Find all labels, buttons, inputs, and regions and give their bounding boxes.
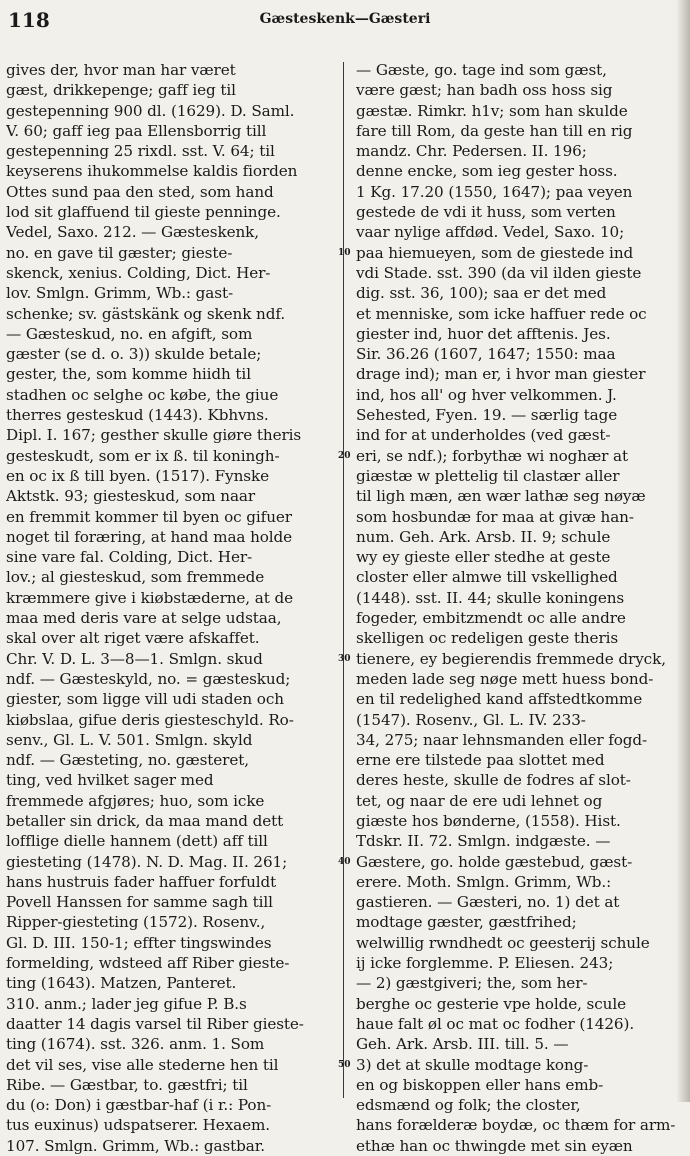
left-column-line: sine vare fal. Colding, Dict. Her- [6,548,253,567]
right-column-line: haue falt øl oc mat oc fodher (1426). [356,1014,635,1033]
left-column-line: ndf. — Gæsteting, no. gæsteret, [6,751,249,770]
right-column-line: skelligen oc redeligen geste theris [356,629,619,648]
right-column-line: denne encke, som ieg gester hoss. [356,162,618,181]
right-column-line: fogeder, embitzmendt oc alle andre [356,609,626,628]
right-column-line: modtage gæster, gæstfrihed; [356,913,577,932]
line-number: 40 [338,856,351,867]
page-edge-shadow [676,0,690,1102]
right-column-line: som hosbundæ for maa at givæ han- [356,507,634,526]
right-column-line: meden lade seg nøge mett huess bond- [356,669,654,688]
left-column-line: gives der, hvor man har været [6,61,236,79]
left-column-line: Ripper-giesteting (1572). Rosenv., [6,913,266,932]
right-column-line: giæste hos bønderne, (1558). Hist. [356,811,621,830]
right-column-line: giester ind, huor det afftenis. Jes. [356,324,611,343]
left-column-line: lov.; al giesteskud, som fremmede [6,568,265,587]
left-column-line: noget til foræring, at hand maa holde [6,527,293,546]
left-column-line: V. 60; gaff ieg paa Ellensborrig till [6,121,267,140]
left-column-line: Dipl. I. 167; gesther skulle giøre theris [6,426,302,445]
left-column-line: lofflige dielle hannem (dett) aff till [6,832,268,851]
right-column-line: drage ind); man er, i hvor man giester [356,365,646,384]
right-column-line: være gæst; han badh oss hoss sig [356,81,613,100]
left-column-line: gester, the, som komme hiidh til [6,365,251,384]
right-column-line: welwillig rwndhedt oc geesterij schule [356,933,650,952]
left-column-line: stadhen oc selghe oc købe, the giue [6,385,279,404]
left-column-line: — Gæsteskud, no. en afgift, som [6,324,253,343]
right-column-line: tet, og naar de ere udi lehnet og [356,791,603,810]
right-column-line: (1547). Rosenv., Gl. L. IV. 233- [356,710,586,729]
left-column-line: en oc ix ß till byen. (1517). Fynske [6,466,269,485]
right-column-line: Geh. Ark. Arsb. III. till. 5. — [356,1035,569,1054]
right-column-line: Tdskr. II. 72. Smlgn. indgæste. — [356,832,611,851]
left-column-line: gestepenning 900 dl. (1629). D. Saml. [6,101,295,120]
left-column-line: ting (1674). sst. 326. anm. 1. Som [6,1035,265,1054]
line-number: 10 [338,247,351,258]
right-column-line: 1 Kg. 17.20 (1550, 1647); paa veyen [356,182,633,201]
left-column-line: fremmede afgjøres; huo, som icke [6,791,265,810]
right-column-line: 34, 275; naar lehnsmanden eller fogd- [356,730,648,749]
right-column-line: mandz. Chr. Pedersen. II. 196; [356,142,587,161]
left-column-line: ting, ved hvilket sager med [6,771,214,790]
running-title: Gæsteskenk—Gæsteri [259,11,431,27]
left-column-line: tus euxinus) udspatserer. Hexaem. [6,1116,271,1135]
right-column-line: num. Geh. Ark. Arsb. II. 9; schule [356,527,611,546]
left-column-line: hans hustruis fader haffuer forfuldt [6,872,277,891]
left-column-line: ndf. — Gæsteskyld, no. = gæsteskud; [6,669,291,688]
right-column-line: erere. Moth. Smlgn. Grimm, Wb.: [356,872,612,891]
left-column-line: maa med deris vare at selge udstaa, [6,609,282,628]
left-column-line: Ottes sund paa den sted, som hand [6,182,274,201]
right-column-line: giæstæ w plettelig til clastær aller [356,466,620,485]
page-number: 118 [8,8,50,32]
right-column-line: gestede de vdi it huss, som verten [356,203,616,222]
left-column-line: schenke; sv. gästskänk og skenk ndf. [6,304,286,323]
right-column-line: Sir. 36.26 (1607, 1647; 1550: maa [356,345,616,364]
left-column-line: det vil ses, vise alle stederne hen til [6,1055,279,1074]
right-column-line: vaar nylige affdød. Vedel, Saxo. 10; [356,223,625,242]
right-column-line: ij icke forglemme. P. Eliesen. 243; [356,954,614,973]
left-column-line: ting (1643). Matzen, Panteret. [6,974,237,993]
left-column-line: en fremmit kommer til byen oc gifuer [6,507,292,526]
line-number: 50 [338,1059,351,1070]
right-column-line: ethæ han oc thwingde met sin eyæn [356,1136,633,1155]
left-column-line: lod sit glaffuend til gieste penninge. [6,203,281,222]
left-column-line: gæst, drikkepenge; gaff ieg til [6,81,236,100]
right-column-line: ind, hos all' og hver velkommen. J. [356,385,617,404]
right-column-line: en til redelighed kand affstedtkomme [356,690,643,709]
left-column-line: betaller sin drick, da maa mand dett [6,811,284,830]
left-column-line: Povell Hanssen for samme sagh till [6,893,273,912]
right-column-line: edsmænd og folk; the closter, [356,1096,581,1115]
left-column-line: gæster (se d. o. 3)) skulde betale; [6,345,262,364]
left-column-line: senv., Gl. L. V. 501. Smlgn. skyld [6,730,253,749]
left-column-line: formelding, wdsteed aff Riber gieste- [6,954,290,973]
right-column-line: en og biskoppen eller hans emb- [356,1075,604,1094]
left-column-line: Gl. D. III. 150-1; effter tingswindes [6,933,272,952]
right-column-line: Gæstere, go. holde gæstebud, gæst- [356,852,633,871]
right-column-line: fare till Rom, da geste han till en rig [356,121,633,140]
right-column-line: — 2) gæstgiveri; the, som her- [356,974,588,993]
right-column-line: — Gæste, go. tage ind som gæst, [356,61,607,79]
left-column-line: kræmmere give i kiøbstæderne, at de [6,588,293,607]
right-column-line: et menniske, som icke haffuer rede oc [356,304,647,323]
left-column-line: daatter 14 dagis varsel til Riber gieste- [6,1014,304,1033]
left-column-line: kiøbslaa, gifue deris giesteschyld. Ro- [6,710,294,729]
left-column-line: Vedel, Saxo. 212. — Gæsteskenk, [6,223,259,242]
column-divider [343,62,344,1098]
right-column-line: closter eller almwe till vskellighed [356,568,618,587]
right-column-line: vdi Stade. sst. 390 (da vil ilden gieste [356,263,642,282]
line-number: 30 [338,653,351,664]
left-column [6,60,332,1156]
right-column-line: (1448). sst. II. 44; skulle koningens [356,588,625,607]
right-column [356,60,676,1156]
left-column-line: giesteting (1478). N. D. Mag. II. 261; [6,852,288,871]
page-header [0,8,690,34]
right-column-line: til ligh mæn, æn wær lathæ seg nøyæ [356,487,646,506]
right-column-line: ind for at underholdes (ved gæst- [356,426,611,445]
left-column-line: skal over alt riget være afskaffet. [6,629,260,648]
right-column-line: erne ere tilstede paa slottet med [356,751,605,770]
left-column-line: gesteskudt, som er ix ß. til koningh- [6,446,280,465]
left-column-line: 107. Smlgn. Grimm, Wb.: gastbar. [6,1136,265,1155]
line-number: 20 [338,450,351,461]
left-column-line: keyserens ihukommelse kaldis fiorden [6,162,298,181]
right-column-line: eri, se ndf.); forbythæ wi noghær at [356,446,628,465]
right-column-line: 3) det at skulle modtage kong- [356,1055,589,1074]
right-column-line: wy ey gieste eller stedhe at geste [356,548,611,567]
right-column-line: dig. sst. 36, 100); saa er det med [356,284,607,303]
left-column-line: skenck, xenius. Colding, Dict. Her- [6,263,271,282]
left-column-line: gestepenning 25 rixdl. sst. V. 64; til [6,142,275,161]
right-column-line: berghe oc gesterie vpe holde, scule [356,994,626,1013]
left-column-line: Chr. V. D. L. 3—8—1. Smlgn. skud [6,649,263,668]
right-column-line: deres heste, skulle de fodres af slot- [356,771,631,790]
right-column-line: hans forælderæ boydæ, oc thæm for arm- [356,1116,676,1135]
left-column-line: Aktstk. 93; giesteskud, som naar [6,487,256,506]
right-column-line: gastieren. — Gæsteri, no. 1) det at [356,893,620,912]
left-column-line: 310. anm.; lader jeg gifue P. B.s [6,994,247,1013]
left-column-line: no. en gave til gæster; gieste- [6,243,233,262]
right-column-line: paa hiemueyen, som de giestede ind [356,243,634,262]
left-column-line: therres gesteskud (1443). Kbhvns. [6,406,269,425]
left-column-line: Ribe. — Gæstbar, to. gæstfri; til [6,1075,248,1094]
left-column-line: giester, som ligge vill udi staden och [6,690,284,709]
left-column-line: du (o: Don) i gæstbar-haf (i r.: Pon- [6,1096,272,1115]
left-column-line: lov. Smlgn. Grimm, Wb.: gast- [6,284,233,303]
right-column-line: gæstæ. Rimkr. h1v; som han skulde [356,101,628,120]
right-column-line: tienere, ey begierendis fremmede dryck, [356,649,666,668]
right-column-line: Sehested, Fyen. 19. — særlig tage [356,406,618,425]
